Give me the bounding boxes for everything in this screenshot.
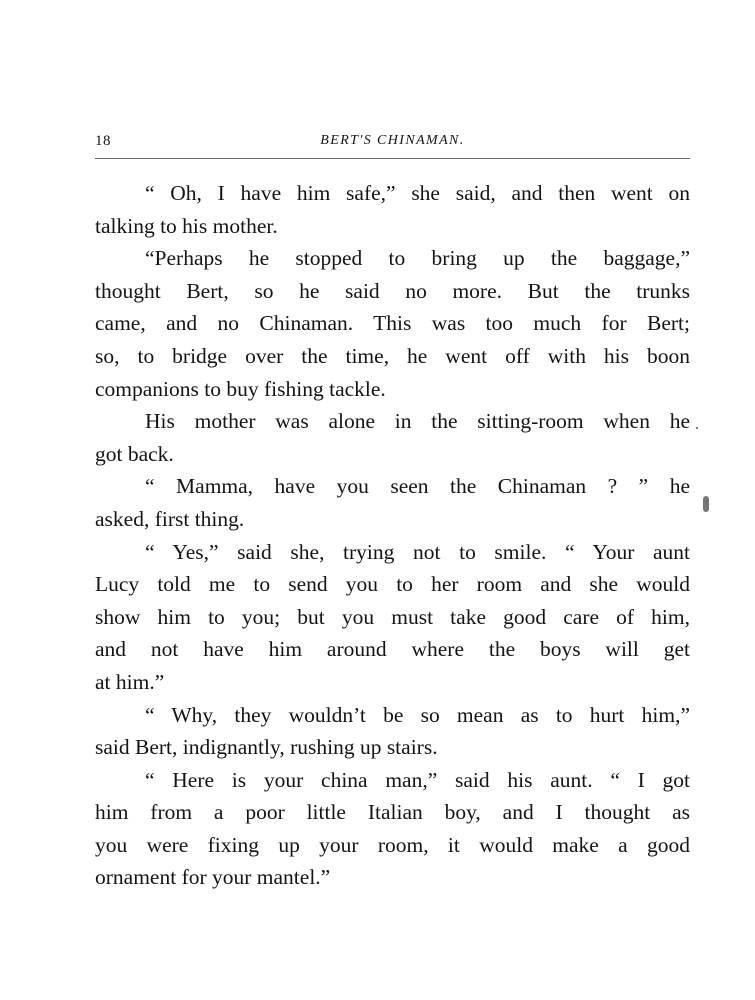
text-line: ornament for your mantel.” [95, 865, 331, 890]
text-line: “ Why, they wouldn’t be so mean as to hurt him,” [145, 702, 690, 727]
text-line: came, and no Chinaman. This was too much for Bert; [95, 311, 690, 336]
text-line: said Bert, indignantly, rushing up stairs. [95, 735, 438, 760]
text-line: Lucy told me to send you to her room and she would [95, 572, 690, 597]
text-line: “ Here is your china man,” said his aunt. “ I got [145, 767, 690, 792]
page-number: 18 [95, 133, 111, 149]
text-line: you were fixing up your room, it would make a good [95, 832, 690, 857]
text-line: thought Bert, so he said no more. But the trunks [95, 278, 690, 303]
body-text [95, 177, 690, 894]
ink-speck [696, 427, 698, 429]
text-line: show him to you; but you must take good care of him, [95, 604, 690, 629]
text-line: His mother was alone in the sitting-room when he [145, 409, 690, 434]
text-line: “Perhaps he stopped to bring up the baggage,” [145, 246, 690, 271]
running-head [95, 133, 690, 157]
text-line: so, to bridge over the time, he went off with his boon [95, 343, 690, 368]
text-line: “ Yes,” said she, trying not to smile. “ Your aunt [145, 539, 690, 564]
text-line: got back. [95, 441, 174, 466]
text-line: at him.” [95, 669, 165, 694]
text-line: companions to buy fishing tackle. [95, 376, 386, 401]
ink-smudge [703, 496, 709, 512]
running-title: BERT'S CHINAMAN. [320, 133, 465, 148]
text-line: “ Oh, I have him safe,” she said, and then went on [145, 181, 690, 205]
text-line: asked, first thing. [95, 506, 245, 531]
text-line: talking to his mother. [95, 213, 278, 238]
text-line: him from a poor little Italian boy, and I thought as [95, 800, 690, 825]
header-rule [95, 158, 690, 159]
text-line: and not have him around where the boys will get [95, 637, 690, 662]
text-line: “ Mamma, have you seen the Chinaman ? ” he [145, 474, 690, 499]
